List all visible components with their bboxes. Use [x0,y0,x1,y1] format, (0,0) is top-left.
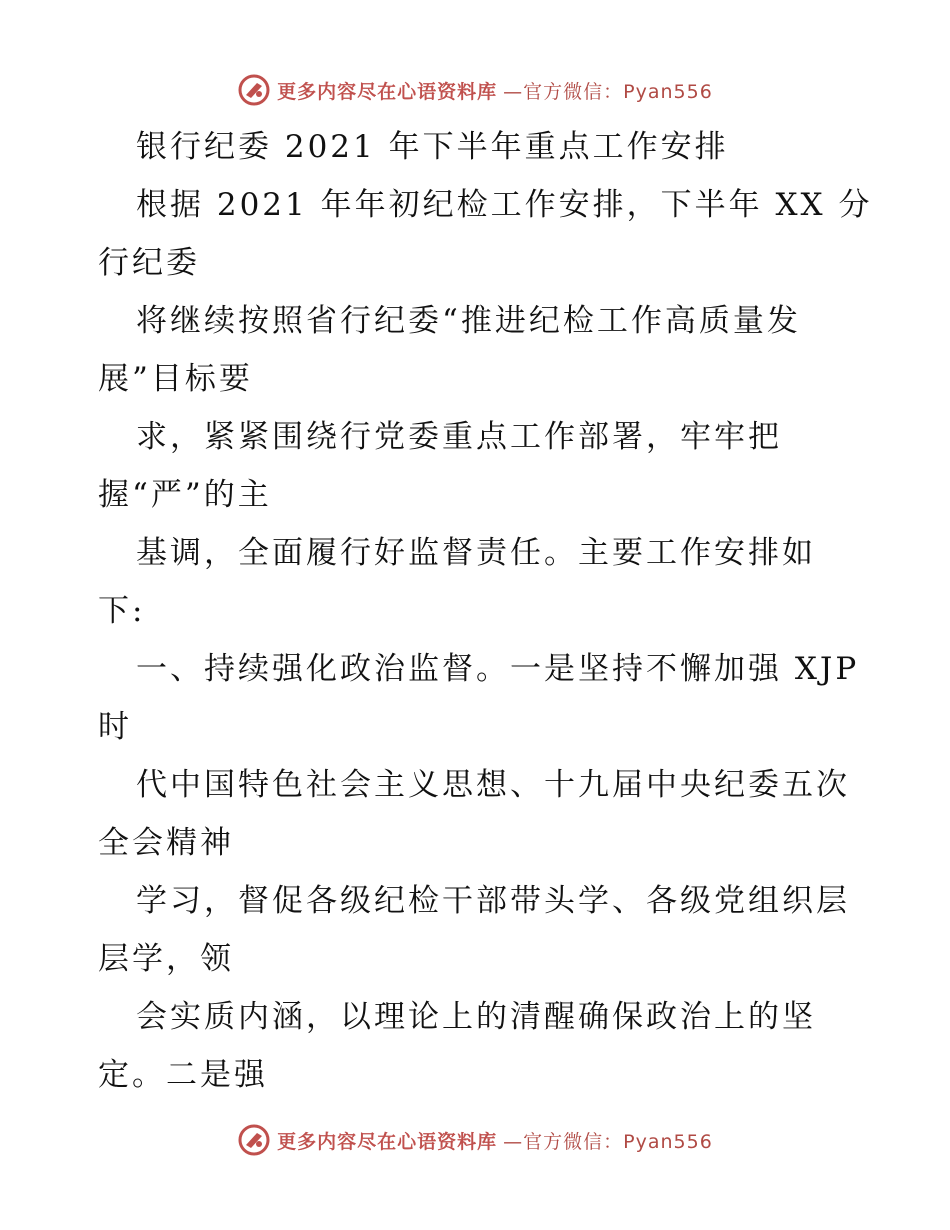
footer-watermark [0,1120,950,1160]
watermark-contact: —官方微信：Pyan556 [503,1130,713,1153]
doc-line: 一、持续强化政治监督。一是坚持不懈加强 XJP [136,651,860,687]
watermark-brand: 更多内容尽在心语资料库 [277,80,498,103]
doc-line: 层学，领 [98,941,234,977]
doc-title: 银行纪委 2021 年下半年重点工作安排 [136,129,729,165]
header-watermark [0,70,950,110]
doc-line: 会实质内涵，以理论上的清醒确保政治上的坚 [136,999,816,1035]
doc-line: 行纪委 [98,245,200,281]
watermark-brand: 更多内容尽在心语资料库 [277,1130,498,1153]
doc-line: 全会精神 [98,825,234,861]
watermark-contact: —官方微信：Pyan556 [503,80,713,103]
doc-line: 学习，督促各级纪检干部带头学、各级党组织层 [136,883,850,919]
red-seal-logo-icon [237,73,271,107]
doc-line: 代中国特色社会主义思想、十九届中央纪委五次 [136,767,850,803]
doc-line: 展”目标要 [98,361,253,397]
doc-line: 时 [98,709,132,745]
doc-line: 下: [98,593,146,629]
doc-line: 定。二是强 [98,1057,268,1093]
doc-line: 将继续按照省行纪委“推进纪检工作高质量发 [136,303,801,339]
doc-line: 基调，全面履行好监督责任。主要工作安排如 [136,535,816,571]
doc-line: 握“严”的主 [98,477,272,513]
red-seal-logo-icon [237,1123,271,1157]
doc-line: 求，紧紧围绕行党委重点工作部署，牢牢把 [136,419,782,455]
doc-line: 根据 2021 年年初纪检工作安排，下半年 XX 分 [136,187,873,223]
document-body [98,118,873,1104]
